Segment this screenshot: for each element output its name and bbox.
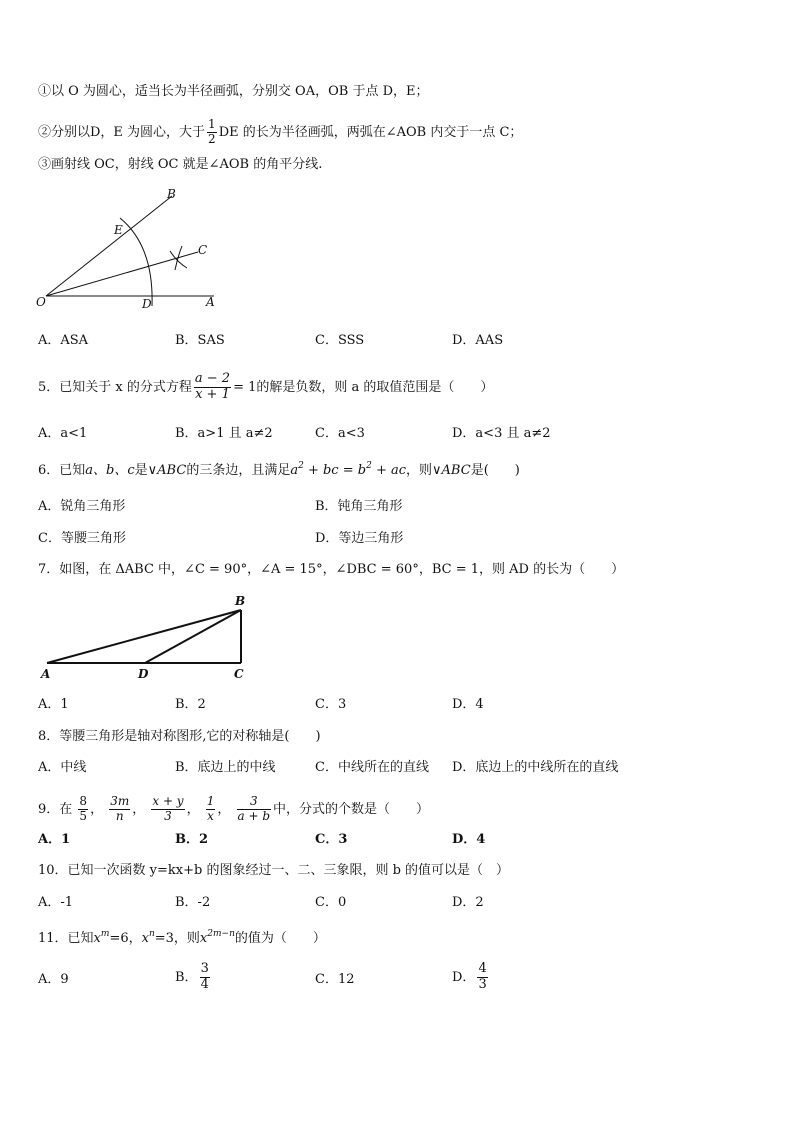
q6-text-1: 6．已知 <box>38 463 86 478</box>
q11-b-num: 3 <box>200 961 209 976</box>
q4-option-c[interactable]: C．SSS <box>315 333 365 348</box>
label-a: A <box>41 667 51 681</box>
segment-bd <box>145 610 241 663</box>
q11-option-c[interactable]: C．12 <box>315 972 355 987</box>
step-3: ③画射线 OC，射线 OC 就是∠AOB 的角平分线. <box>38 157 323 172</box>
q9-f4-den: x <box>207 808 214 823</box>
label-d: D <box>138 667 149 681</box>
q11-option-b-fraction <box>200 962 210 993</box>
q6-equation <box>290 463 406 478</box>
q11-text-2: 的值为（ ） <box>234 931 326 946</box>
q9-fraction-5 <box>237 795 272 824</box>
question-6 <box>38 462 520 480</box>
label-b: B <box>167 187 176 201</box>
q7-option-b[interactable]: B．2 <box>175 697 206 712</box>
question-5 <box>38 372 493 403</box>
label-c: C <box>198 243 208 257</box>
q9-f1-den: 5 <box>79 808 88 823</box>
fraction-denominator: 2 <box>208 131 216 146</box>
q7-option-c[interactable]: C．3 <box>315 697 347 712</box>
label-a: A <box>206 295 215 309</box>
step-1: ①以 O 为圆心，适当长为半径画弧，分别交 OA，OB 于点 D，E； <box>38 84 429 99</box>
q5-prefix: 5．已知关于 x 的分式方程 <box>38 379 192 395</box>
q5-fraction <box>194 372 231 403</box>
q6-option-c[interactable]: C．等腰三角形 <box>38 531 126 546</box>
q7-option-a[interactable]: A．1 <box>38 697 69 712</box>
triangle-abc-figure <box>35 590 260 685</box>
q9-option-b[interactable]: B．2 <box>175 832 209 847</box>
step-2 <box>38 118 522 147</box>
q9-suffix: 中，分式的个数是（ ） <box>273 801 430 817</box>
q4-option-b[interactable]: B．SAS <box>175 333 225 348</box>
label-b: B <box>235 594 246 608</box>
q5-suffix: 的解是负数，则 a 的取值范围是（ ） <box>256 379 494 395</box>
q6-triangle: ∨ABC <box>147 463 187 478</box>
q11-value-2: =3，则 <box>154 931 200 946</box>
q11-option-d-label: D． <box>452 969 476 985</box>
q11-x-1: x <box>93 931 101 946</box>
q8-option-b[interactable]: B．底边上的中线 <box>175 760 276 775</box>
label-e: E <box>114 223 123 237</box>
q9-f4-num: 1 <box>206 794 215 808</box>
q9-prefix: 9．在 <box>38 801 73 817</box>
label-o: O <box>36 295 46 309</box>
q5-option-a[interactable]: A．a<1 <box>38 426 88 441</box>
step-2-before: ②分别以D，E 为圆心，大于 <box>38 124 206 140</box>
q11-option-d[interactable] <box>452 962 490 993</box>
q10-option-b[interactable]: B．-2 <box>175 895 211 910</box>
q9-f5-den: a + b <box>237 808 271 823</box>
q9-f2-num: 3m <box>110 794 130 808</box>
q11-exp-2m-n: 2m−n <box>207 929 235 939</box>
q11-x-2: x <box>141 931 149 946</box>
ray-ob <box>46 196 172 296</box>
question-9: 9．在 $\frac{8}{5}$ ， $\frac{3m}{n}$ ， $\frac{x + y}{3}$ ， $\frac{1}{x}$ ， $\frac{3}{a + b}$ 中，分式的个数是（ ） <box>38 794 430 823</box>
q8-option-a[interactable]: A．中线 <box>38 760 87 775</box>
q8-option-d[interactable]: D．底边上的中线所在的直线 <box>452 760 619 775</box>
q6-text-4: ，则 <box>406 463 433 478</box>
q4-option-a[interactable]: A．ASA <box>38 333 89 348</box>
q6-option-b[interactable]: B．钝角三角形 <box>315 499 403 514</box>
angle-bisector-figure <box>30 184 230 314</box>
q11-exp-n: n <box>148 929 155 939</box>
q6-eq-a: a <box>290 463 299 478</box>
q6-sq-1: 2 <box>298 461 304 471</box>
fraction-half <box>207 118 217 147</box>
q6-sq-2: 2 <box>366 461 372 471</box>
q11-option-a[interactable]: A．9 <box>38 972 69 987</box>
q9-fraction-2 <box>109 795 130 824</box>
q11-exp-m: m <box>100 929 110 939</box>
q11-d-den: 3 <box>478 976 487 992</box>
q5-option-d[interactable]: D．a<3 且 a≠2 <box>452 426 551 441</box>
q6-text-3: 的三条边，且满足 <box>186 463 291 478</box>
q6-eq-end: + ac <box>371 463 407 478</box>
q11-option-b-label: B． <box>175 969 198 985</box>
step-2-after: DE 的长为半径画弧，两弧在∠AOB 内交于一点 C； <box>218 124 523 140</box>
question-10: 10．已知一次函数 y=kx+b 的图象经过一、二、三象限，则 b 的值可以是（ ） <box>38 863 510 878</box>
q9-option-d[interactable]: D．4 <box>452 832 486 847</box>
question-8: 8．等腰三角形是轴对称图形,它的对称轴是( ) <box>38 729 321 744</box>
q5-option-c[interactable]: C．a<3 <box>315 426 365 441</box>
q9-f3-num: x + y <box>152 794 184 808</box>
fraction-numerator: 1 <box>208 117 216 131</box>
q9-f3-den: 3 <box>164 808 172 823</box>
q9-f1-num: 8 <box>79 794 88 808</box>
q11-option-d-fraction <box>477 962 487 993</box>
q10-option-c[interactable]: C．0 <box>315 895 347 910</box>
question-7: 7．如图，在 ΔABC 中，∠C = 90°，∠A = 15°，∠DBC = 60°，BC = 1，则 AD 的长为（ ） <box>38 562 625 577</box>
q9-fraction-1 <box>78 795 88 824</box>
q5-option-b[interactable]: B．a>1 且 a≠2 <box>175 426 273 441</box>
q11-d-num: 4 <box>478 961 487 976</box>
q9-f5-num: 3 <box>237 795 272 810</box>
q9-f2-den: n <box>115 808 124 823</box>
q10-option-a[interactable]: A．-1 <box>38 895 74 910</box>
q6-option-a[interactable]: A．锐角三角形 <box>38 499 126 514</box>
q11-text-1: 11．已知 <box>38 931 94 946</box>
q11-option-b[interactable] <box>175 962 212 993</box>
q11-x-3: x <box>199 931 208 946</box>
q4-option-d[interactable]: D．AAS <box>452 333 504 348</box>
question-11 <box>38 930 326 948</box>
q5-equals: = 1 <box>233 379 257 395</box>
q6-vars: a、b、c <box>85 463 135 478</box>
q7-option-d[interactable]: D．4 <box>452 697 484 712</box>
q6-triangle-2: ∨ABC <box>432 463 471 478</box>
q9-option-a[interactable]: A．1 <box>38 832 71 847</box>
q10-option-d[interactable]: D．2 <box>452 895 484 910</box>
q6-text-5: 是( ) <box>470 463 520 478</box>
segment-ab <box>47 610 241 663</box>
q6-eq-mid: + bc = b <box>303 463 367 478</box>
q8-option-c[interactable]: C．中线所在的直线 <box>315 760 429 775</box>
q5-frac-den: x + 1 <box>195 386 230 402</box>
q9-fraction-4 <box>206 795 216 824</box>
q5-frac-num: a − 2 <box>194 371 231 386</box>
q11-b-den: 4 <box>200 976 209 992</box>
q9-option-c[interactable]: C．3 <box>315 832 348 847</box>
arc-de <box>120 218 152 306</box>
q11-value-1: =6， <box>109 931 142 946</box>
label-d: D <box>142 297 152 311</box>
q9-fraction-3 <box>151 795 184 824</box>
q6-text-2: 是 <box>134 463 148 478</box>
q6-option-d[interactable]: D．等边三角形 <box>315 531 404 546</box>
label-c: C <box>234 667 244 681</box>
